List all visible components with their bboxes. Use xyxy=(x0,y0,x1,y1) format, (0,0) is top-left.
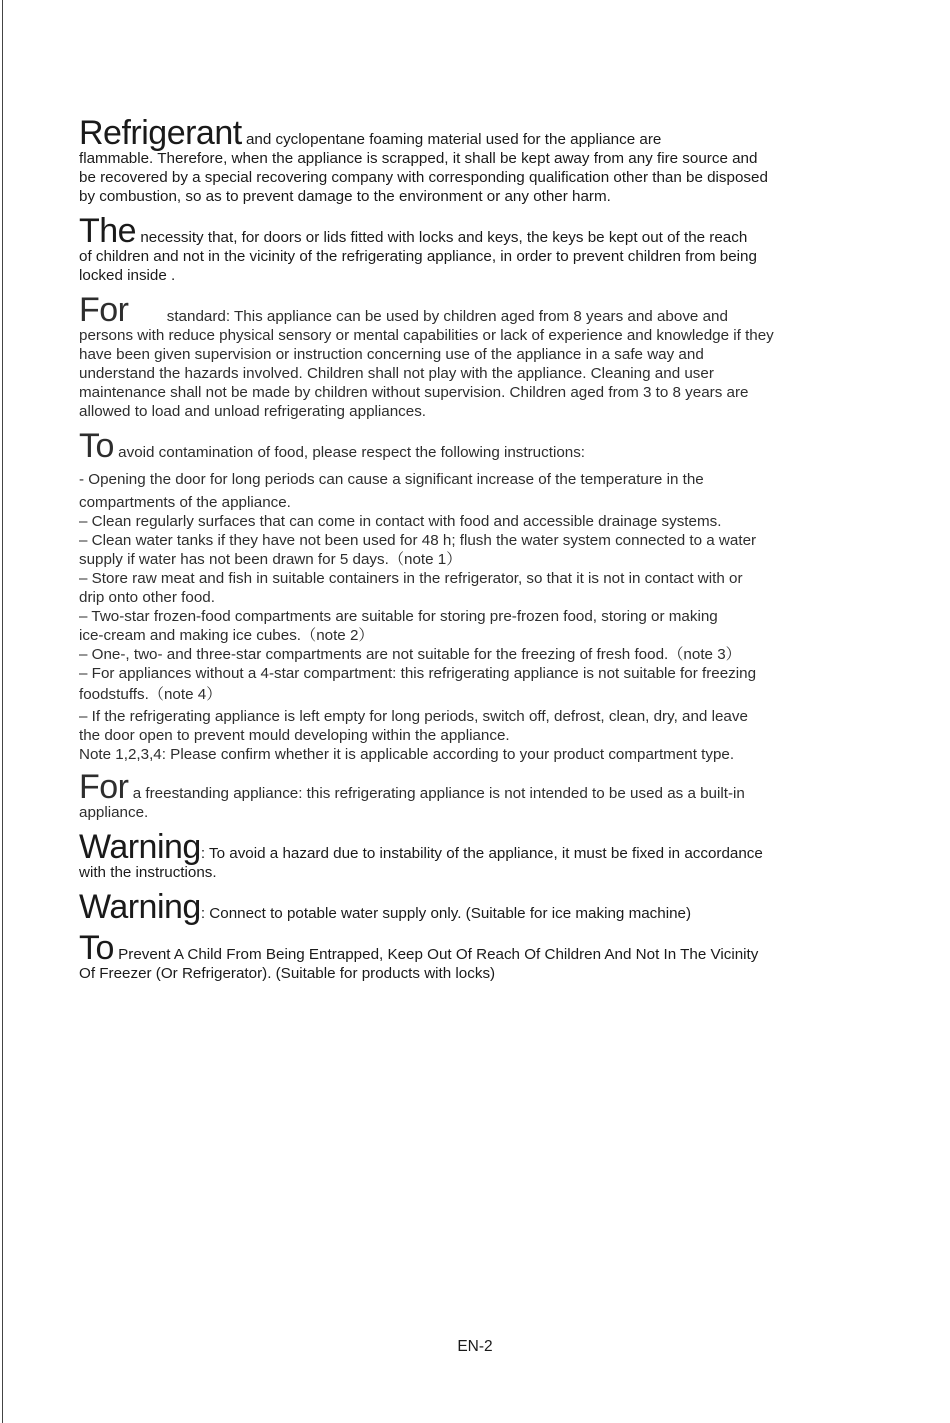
warning-water-paragraph xyxy=(79,888,854,926)
instruction-line: ice-cream and making ice cubes.（note 2） xyxy=(79,627,374,644)
lead-word: For xyxy=(79,291,129,329)
instruction-line: drip onto other food. xyxy=(79,589,215,606)
instruction-line: – Two-star frozen-food compartments are suitable for storing pre-frozen food, storing or making xyxy=(79,608,718,625)
instruction-line: supply if water has not been drawn for 5 days.（note 1） xyxy=(79,551,462,568)
paragraph-line: allowed to load and unload refrigerating appliances. xyxy=(79,403,427,420)
paragraph-first-line: : To avoid a hazard due to instability of the appliance, it must be fixed in accordance xyxy=(200,845,763,862)
contamination-section xyxy=(79,427,854,764)
instruction-line: compartments of the appliance. xyxy=(79,494,291,511)
lead-word: The xyxy=(79,212,137,250)
instruction-line: – One-, two- and three-star compartments are not suitable for the freezing of fresh food.（note 3） xyxy=(79,646,741,663)
page-number: EN-2 xyxy=(457,1338,493,1355)
paragraph-first-line: standard: This appliance can be used by children aged from 8 years and above and xyxy=(166,308,728,325)
paragraph-line: appliance. xyxy=(79,804,149,821)
paragraph-line: flammable. Therefore, when the appliance is scrapped, it shall be kept away from any fire source and xyxy=(79,150,758,167)
lead-word: For xyxy=(79,768,129,806)
instruction-line: - Opening the door for long periods can cause a significant increase of the temperature in the xyxy=(79,471,704,488)
instruction-line: – Store raw meat and fish in suitable containers in the refrigerator, so that it is not in contact with or xyxy=(79,570,743,587)
paragraph-line: Of Freezer (Or Refrigerator). (Suitable for products with locks) xyxy=(79,965,496,982)
paragraph-line: maintenance shall not be made by children without supervision. Children aged from 3 to 8 years are xyxy=(79,384,749,401)
document-body xyxy=(79,114,854,983)
instruction-line: foodstuffs.（note 4） xyxy=(79,686,222,703)
entrapment-paragraph xyxy=(79,929,854,983)
paragraph-line: by combustion, so as to prevent damage to the environment or any other harm. xyxy=(79,188,611,205)
refrigerant-paragraph xyxy=(79,114,854,206)
lead-word: To xyxy=(79,427,114,465)
instruction-line: the door open to prevent mould developing within the appliance. xyxy=(79,727,510,744)
paragraph-first-line: avoid contamination of food, please respect the following instructions: xyxy=(118,444,586,461)
instruction-item xyxy=(79,531,854,569)
paragraph-line: persons with reduce physical sensory or mental capabilities or lack of experience and knowledge if they xyxy=(79,327,774,344)
page-left-border xyxy=(2,0,3,1423)
paragraph-first-line: a freestanding appliance: this refrigerating appliance is not intended to be used as a built-in xyxy=(132,785,745,802)
paragraph-first-line: necessity that, for doors or lids fitted with locks and keys, the keys be kept out of the reach xyxy=(140,229,748,246)
note-line: Note 1,2,3,4: Please confirm whether it is applicable according to your product compartment type. xyxy=(79,746,735,763)
paragraph-line: locked inside . xyxy=(79,267,176,284)
lead-word: Warning xyxy=(79,828,201,866)
keys-paragraph xyxy=(79,212,854,285)
instruction-item xyxy=(79,664,854,704)
paragraph-line: be recovered by a special recovering company with corresponding qualification other than be disposed xyxy=(79,169,768,186)
paragraph-line: understand the hazards involved. Children shall not play with the appliance. Cleaning and user xyxy=(79,365,714,382)
lead-word: Refrigerant xyxy=(79,114,242,152)
instruction-item xyxy=(79,645,854,664)
instruction-line: – Clean regularly surfaces that can come in contact with food and accessible drainage systems. xyxy=(79,513,722,530)
warning-stability-paragraph xyxy=(79,828,854,882)
paragraph-first-line: Prevent A Child From Being Entrapped, Keep Out Of Reach Of Children And Not In The Vicinity xyxy=(118,946,759,963)
lead-word: Warning xyxy=(79,888,201,926)
paragraph-first-line: : Connect to potable water supply only. (Suitable for ice making machine) xyxy=(200,905,692,922)
instruction-line: – If the refrigerating appliance is left empty for long periods, switch off, defrost, clean, dry, and leave xyxy=(79,708,748,725)
lead-word: To xyxy=(79,929,114,967)
instruction-item xyxy=(79,512,854,531)
children-paragraph xyxy=(79,291,854,421)
freestanding-paragraph xyxy=(79,768,854,822)
instruction-item xyxy=(79,569,854,607)
paragraph-line: of children and not in the vicinity of the refrigerating appliance, in order to prevent children from being xyxy=(79,248,757,265)
instruction-item xyxy=(79,607,854,645)
instruction-line: – Clean water tanks if they have not been used for 48 h; flush the water system connected to a water xyxy=(79,532,757,549)
paragraph-first-line: and cyclopentane foaming material used for the appliance are xyxy=(245,131,662,148)
instruction-item xyxy=(79,470,854,512)
paragraph-line: with the instructions. xyxy=(79,864,217,881)
instruction-item xyxy=(79,707,854,764)
instruction-line: – For appliances without a 4-star compartment: this refrigerating appliance is not suitable for freezing xyxy=(79,665,757,682)
paragraph-line: have been given supervision or instruction concerning use of the appliance in a safe way and xyxy=(79,346,704,363)
